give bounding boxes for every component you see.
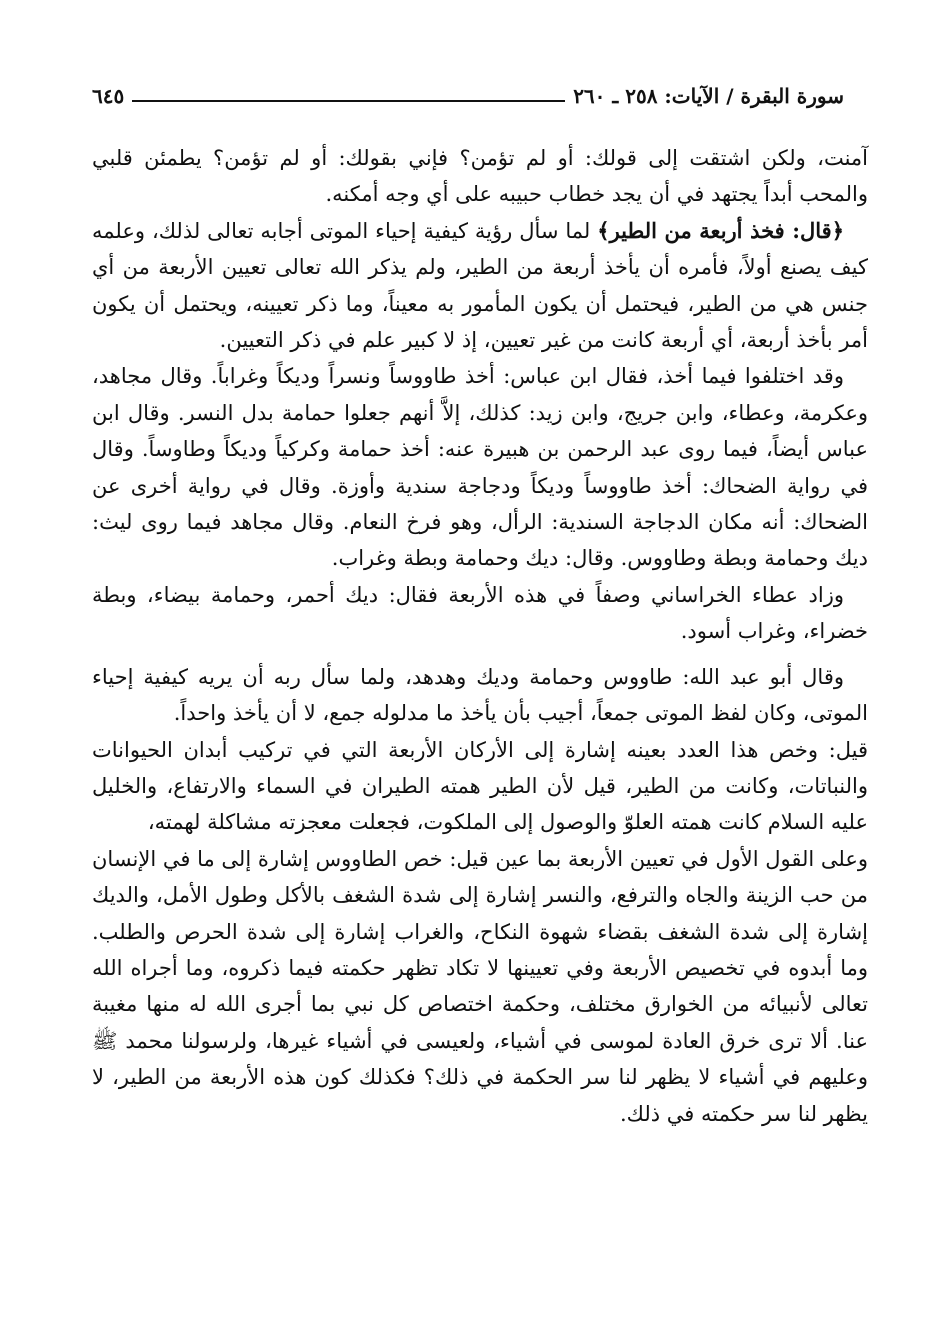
paragraph-7: وعلى القول الأول في تعيين الأربعة بما عين قيل: خص الطاووس إشارة إلى ما في الإنسان من حب الزينة والجاه والترفع، والنسر إشارة إلى شدة الشغف بالأكل وطول الأمل، والديك إشارة إلى شدة الشغف بقضاء شهوة النكاح، والغراب إشارة إلى شدة الحرص والطلب. وما أبدوه في تخصيص الأربعة وفي تعيينها لا تكاد تظهر حكمته فيما ذكروه، وما أجراه الله تعالى لأنبيائه من الخوارق مختلف، وحكمة اختصاص كل نبي بما أجرى الله له منها مغيبة عنا. ألا ترى خرق العادة لموسى في أشياء، ولعيسى في أشياء غيرها، ولرسولنا محمد ﷺ وعليهم في أشياء لا يظهر لنا سر الحكمة في ذلك؟ فكذلك كون هذه الأربعة من الطير، لا يظهر لنا سر حكمته في ذلك.: [92, 846, 868, 1126]
text-body: [92, 140, 868, 1132]
header-rule: [132, 100, 565, 102]
paragraph-4: وزاد عطاء الخراساني وصفاً في هذه الأربعة فقال: ديك أحمر، وحمامة بيضاء، وبطة خضراء، وغراب أسود.: [92, 582, 868, 644]
page-number: ٦٤٥: [92, 84, 125, 108]
surah-title: سورة البقرة / الآيات: ٢٥٨ ـ ٢٦٠: [573, 84, 844, 108]
running-header: [92, 74, 844, 108]
paragraph-5: وقال أبو عبد الله: طاووس وحمامة وديك وهدهد، ولما سأل ربه أن يريه كيفية إحياء الموتى، وكان لفظ الموتى جمعاً، أجيب بأن يأخذ ما مدلوله جمع، لا أن يأخذ واحداً.: [92, 664, 868, 726]
paragraph-3: وقد اختلفوا فيما أخذ، فقال ابن عباس: أخذ طاووساً ونسراً وديكاً وغراباً. وقال مجاهد، وعكرمة، وعطاء، وابن جريج، وابن زيد: كذلك، إلاَّ أنهم جعلوا حمامة بدل النسر. وقال ابن عباس أيضاً، فيما روى عبد الرحمن بن هبيرة عنه: أخذ حمامة وكركياً وديكاً وطاوساً. وقال في رواية الضحاك: أخذ طاووساً وديكاً ودجاجة سندية وأوزة. وقال في رواية أخرى عن الضحاك: أنه مكان الدجاجة السندية: الرأل، وهو فرخ النعام. وقال مجاهد فيما روى ليث: ديك وحمامة وبطة وطاووس. وقال: ديك وحمامة وبطة وغراب.: [92, 364, 868, 571]
quran-quote: ﴿قال: فخذ أربعة من الطير﴾: [597, 217, 844, 243]
paragraph-1: آمنت، ولكن اشتقت إلى قولك: أو لم تؤمن؟ فإني بقولك: أو لم تؤمن؟ يطمئن قلبي والمحب أبداً يجتهد في أن يجد خطاب حبيبه على أي وجه أمكنه.: [92, 146, 868, 207]
paragraph-2: [92, 213, 868, 359]
paragraph-2-text: لما سأل رؤية كيفية إحياء الموتى أجابه تعالى لذلك، وعلمه كيف يصنع أولاً، فأمره أن يأخذ أربعة من الطير، ولم يذكر الله تعالى تعيين الأربعة من أي جنس هي من الطير، فيحتمل أن يكون المأمور به معيناً، وما ذكر تعيينه، ويحتمل أن يكون أمر بأخذ أربعة، أي أربعة كانت من غير تعيين، إذ لا كبير علم في ذكر التعيين.: [92, 218, 868, 353]
paragraph-6: قيل: وخص هذا العدد بعينه إشارة إلى الأركان الأربعة التي في تركيب أبدان الحيوانات والنباتات، وكانت من الطير، قيل لأن الطير همته الطيران في السماء والارتفاع، والخليل عليه السلام كانت همته العلوّ والوصول إلى الملكوت، فجعلت معجزته مشاكلة لهمته،: [92, 737, 868, 835]
